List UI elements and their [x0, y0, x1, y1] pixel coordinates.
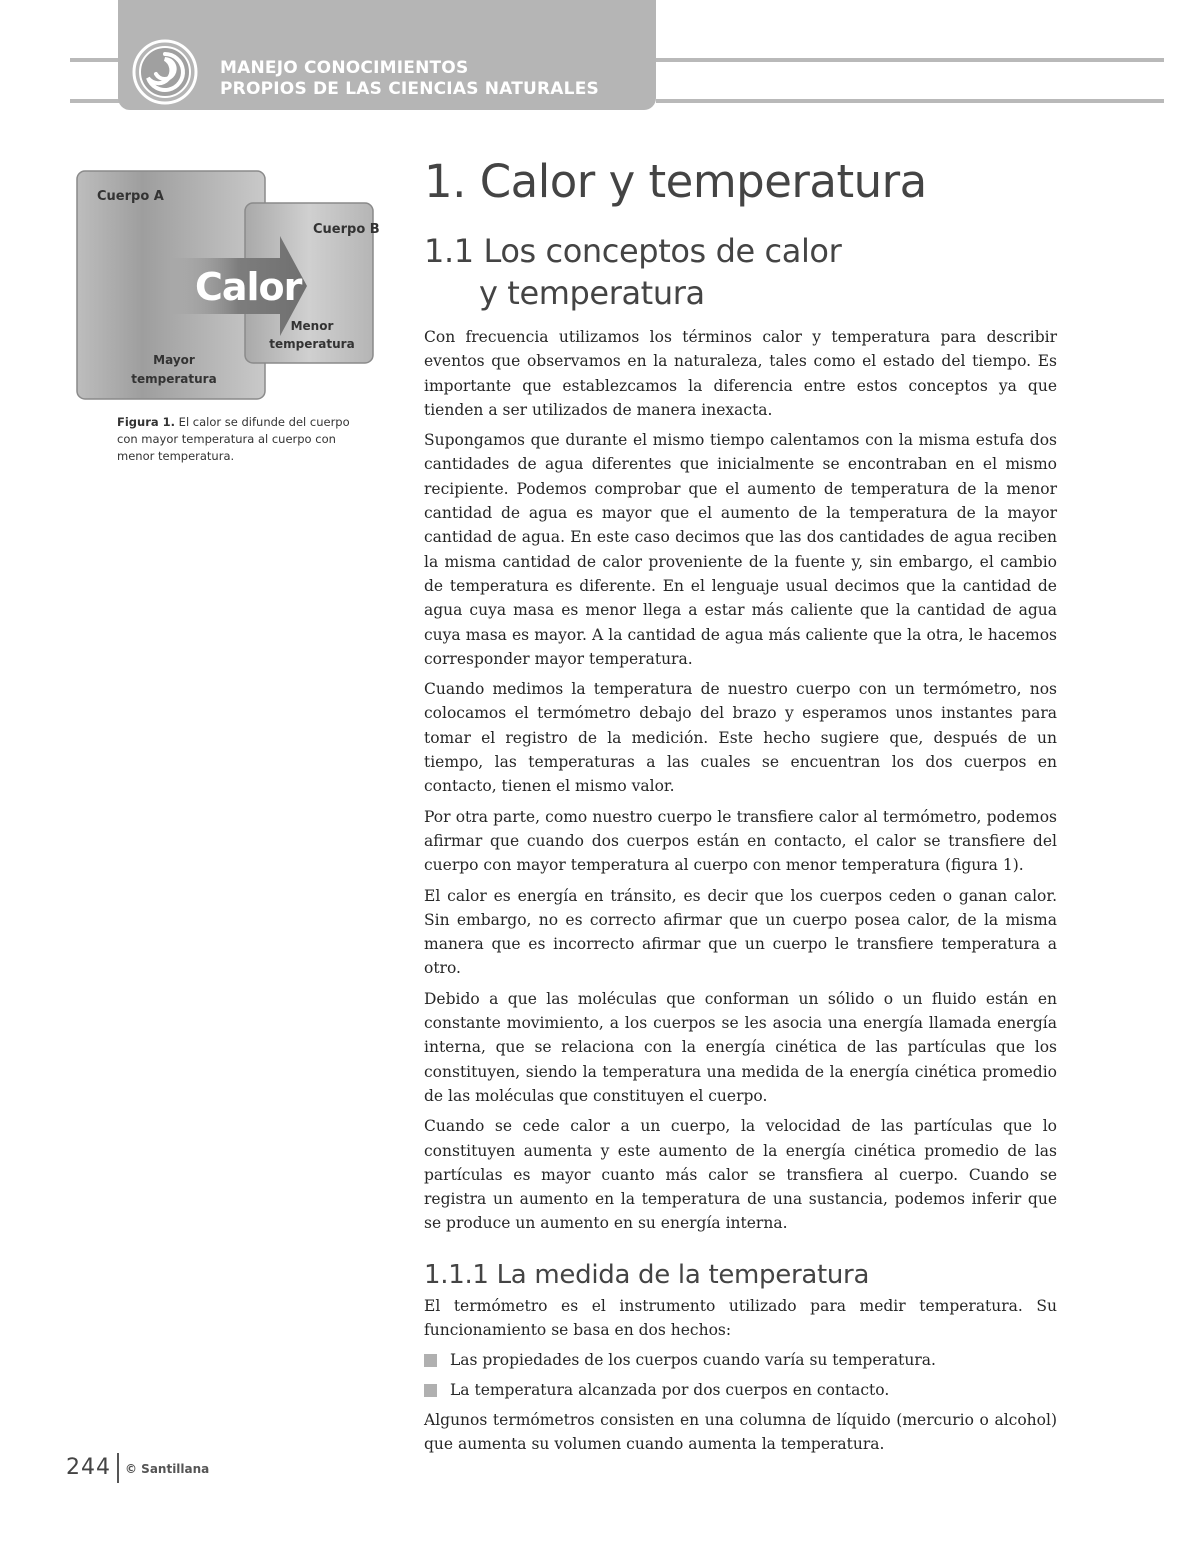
page-number: 244 — [66, 1455, 111, 1480]
header-rule-right-bottom — [656, 99, 1164, 103]
paragraph: Cuando medimos la temperatura de nuestro cuerpo con un termómetro, nos colocamos el termómetro debajo del brazo y esperamos unos instantes para tomar el registro de la medición. Este hecho sugiere que, después de un tiempo, las temperaturas a las cuales se encuentran los dos cuerpos en contacto, tienen el mismo valor. — [424, 680, 1057, 796]
publisher-credit: © Santillana — [125, 1462, 210, 1476]
higher-temp-label-line1: Mayor — [153, 353, 195, 367]
section-title — [424, 230, 841, 314]
paragraph: Supongamos que durante el mismo tiempo calentamos con la misma estufa dos cantidades de agua diferentes que inicialmente se encontraban en el mismo recipiente. Podemos comprobar que el aumento de temperatura de la menor cantidad de agua es mayor que el aumento de la temperatura de la mayor cantidad de agua. En este caso decimos que las dos cantidades de agua reciben la misma cantidad de calor proveniente de la fuente y, sin embargo, el cambio de temperatura es diferente. En el lenguaje usual decimos que la cantidad de agua cuya masa es menor llega a estar más caliente que la cantidad de agua cuya masa es mayor. A la cantidad de agua más caliente que la otra, le hacemos corresponder mayor temperatura. — [424, 431, 1057, 668]
bullet-list — [424, 1348, 1057, 1402]
lower-temp-label-line2: temperatura — [269, 337, 355, 351]
header-title-line2: PROPIOS DE LAS CIENCIAS NATURALES — [220, 79, 599, 99]
header-rule-left-bottom — [70, 99, 120, 103]
header-title-line1: MANEJO CONOCIMIENTOS — [220, 58, 469, 78]
main-text — [424, 325, 1057, 1462]
figure-caption-label: Figura 1. — [117, 415, 176, 429]
paragraph: Por otra parte, como nuestro cuerpo le transfiere calor al termómetro, podemos afirmar que cuando dos cuerpos están en contacto, el calor se transfiere del cuerpo con mayor temperatura al cuerpo con menor temperatura (figura 1). — [424, 807, 1057, 875]
header-rule-left-top — [70, 58, 120, 62]
heat-transfer-figure — [75, 168, 380, 403]
header-title — [220, 58, 599, 100]
body-b-label: Cuerpo B — [313, 222, 380, 237]
body-a-label: Cuerpo A — [97, 189, 164, 204]
header-rule-right-top — [656, 58, 1164, 62]
list-item — [424, 1348, 1057, 1372]
paragraph: El calor es energía en tránsito, es decir que los cuerpos ceden o ganan calor. Sin embargo, no es correcto afirmar que un cuerpo posea calor, de la misma manera que es incorrecto afirmar que un cuerpo le transfiere temperatura a otro. — [424, 886, 1057, 978]
list-item-text: La temperatura alcanzada por dos cuerpos en contacto. — [450, 1380, 890, 1399]
heat-arrow-label: Calor — [195, 265, 302, 309]
subsection-intro: El termómetro es el instrumento utilizado para medir temperatura. Su funcionamiento se basa en dos hechos: — [424, 1296, 1057, 1339]
paragraph: Debido a que las moléculas que conforman un sólido o un fluido están en constante movimiento, a los cuerpos se les asocia una energía llamada energía interna, que se relaciona con la energía cinética de las partículas que los constituyen, siendo la temperatura una medida de la energía cinética promedio de las moléculas que constituyen el cuerpo. — [424, 989, 1057, 1105]
page-title: 1. Calor y temperatura — [424, 155, 927, 208]
spiral-logo-icon — [131, 38, 199, 106]
subsection-closing: Algunos termómetros consisten en una columna de líquido (mercurio o alcohol) que aumenta su volumen cuando aumenta la temperatura. — [424, 1410, 1057, 1454]
subsection-title: 1.1.1 La medida de la temperatura — [424, 1259, 870, 1290]
figure-caption — [117, 414, 367, 465]
list-item-text: Las propiedades de los cuerpos cuando varía su temperatura. — [450, 1351, 936, 1370]
footer-divider — [117, 1453, 119, 1483]
section-title-line2: y temperatura — [479, 274, 705, 312]
list-item — [424, 1378, 1057, 1402]
section-title-line1: 1.1 Los conceptos de calor — [424, 232, 842, 270]
lower-temp-label-line1: Menor — [290, 319, 334, 333]
paragraph: Cuando se cede calor a un cuerpo, la velocidad de las partículas que lo constituyen aumenta y este aumento de la energía cinética promedio de las partículas es mayor cuanto más calor se transfiera al cuerpo. Cuando se registra un aumento en la temperatura de una sustancia, podemos inferir que se produce un aumento en su energía interna. — [424, 1117, 1057, 1233]
square-bullet-icon — [424, 1384, 437, 1397]
paragraph: Con frecuencia utilizamos los términos calor y temperatura para describir eventos que observamos en la naturaleza, tales como el estado del tiempo. Es importante que establezcamos la diferencia entre estos conceptos ya que tienden a ser utilizados de manera inexacta. — [424, 328, 1057, 419]
square-bullet-icon — [424, 1354, 437, 1367]
figure-caption-text: El calor se difunde del cuerpo con mayor temperatura al cuerpo con menor temperatura. — [117, 415, 350, 463]
higher-temp-label-line2: temperatura — [131, 372, 217, 386]
